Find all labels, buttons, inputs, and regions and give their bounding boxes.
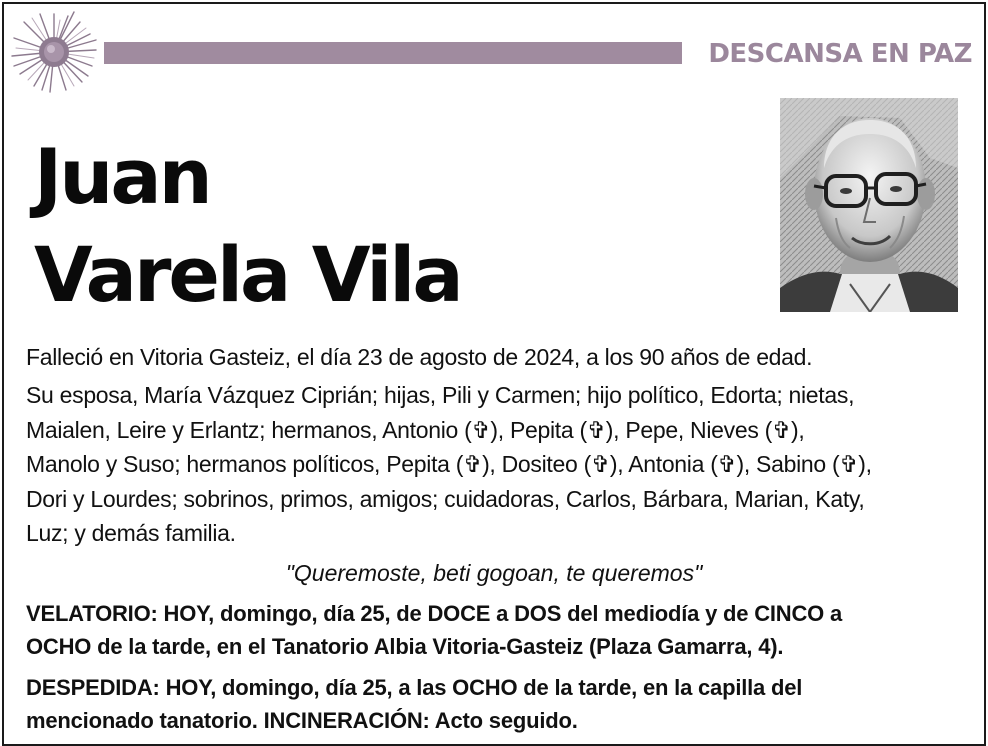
velatorio-line: OCHO de la tarde, en el Tanatorio Albia Vitoria-Gasteiz (Plaza Gamarra, 4). <box>26 634 784 659</box>
death-announcement: Falleció en Vitoria Gasteiz, el día 23 de agosto de 2024, a los 90 años de edad. <box>26 344 813 370</box>
velatorio-info <box>26 597 970 663</box>
family-list-line: Dori y Lourdes; sobrinos, primos, amigos; cuidadoras, Carlos, Bárbara, Marian, Katy, <box>26 485 865 512</box>
family-list-line: Su esposa, María Vázquez Ciprián; hijas, Pili y Carmen; hijo político, Edorta; nietas, <box>26 382 855 408</box>
memorial-quote: "Queremoste, beti gogoan, te queremos" <box>285 560 703 586</box>
despedida-line: DESPEDIDA: HOY, domingo, día 25, a las OCHO de la tarde, en la capilla del <box>26 675 803 700</box>
thistle-flower-icon <box>10 10 98 94</box>
header-label: DESCANSA EN PAZ <box>708 39 972 69</box>
family-list-line: Luz; y demás familia. <box>26 520 236 546</box>
despedida-info <box>26 671 970 737</box>
portrait-photo <box>780 98 958 312</box>
despedida-line: mencionado tanatorio. INCINERACIÓN: Acto seguido. <box>26 708 578 733</box>
header-accent-bar <box>104 42 682 64</box>
deceased-surnames: Varela Vila <box>34 230 461 319</box>
family-list-line: Maialen, Leire y Erlantz; hermanos, Antonio (✞), Pepita (✞), Pepe, Nieves (✞), <box>26 416 805 443</box>
family-list <box>26 378 970 551</box>
velatorio-line: VELATORIO: HOY, domingo, día 25, de DOCE a DOS del mediodía y de CINCO a <box>26 601 843 626</box>
deceased-first-name: Juan <box>34 132 210 221</box>
obituary-card <box>2 2 986 746</box>
family-list-line: Manolo y Suso; hermanos políticos, Pepita (✞), Dositeo (✞), Antonia (✞), Sabino (✞), <box>26 451 872 477</box>
